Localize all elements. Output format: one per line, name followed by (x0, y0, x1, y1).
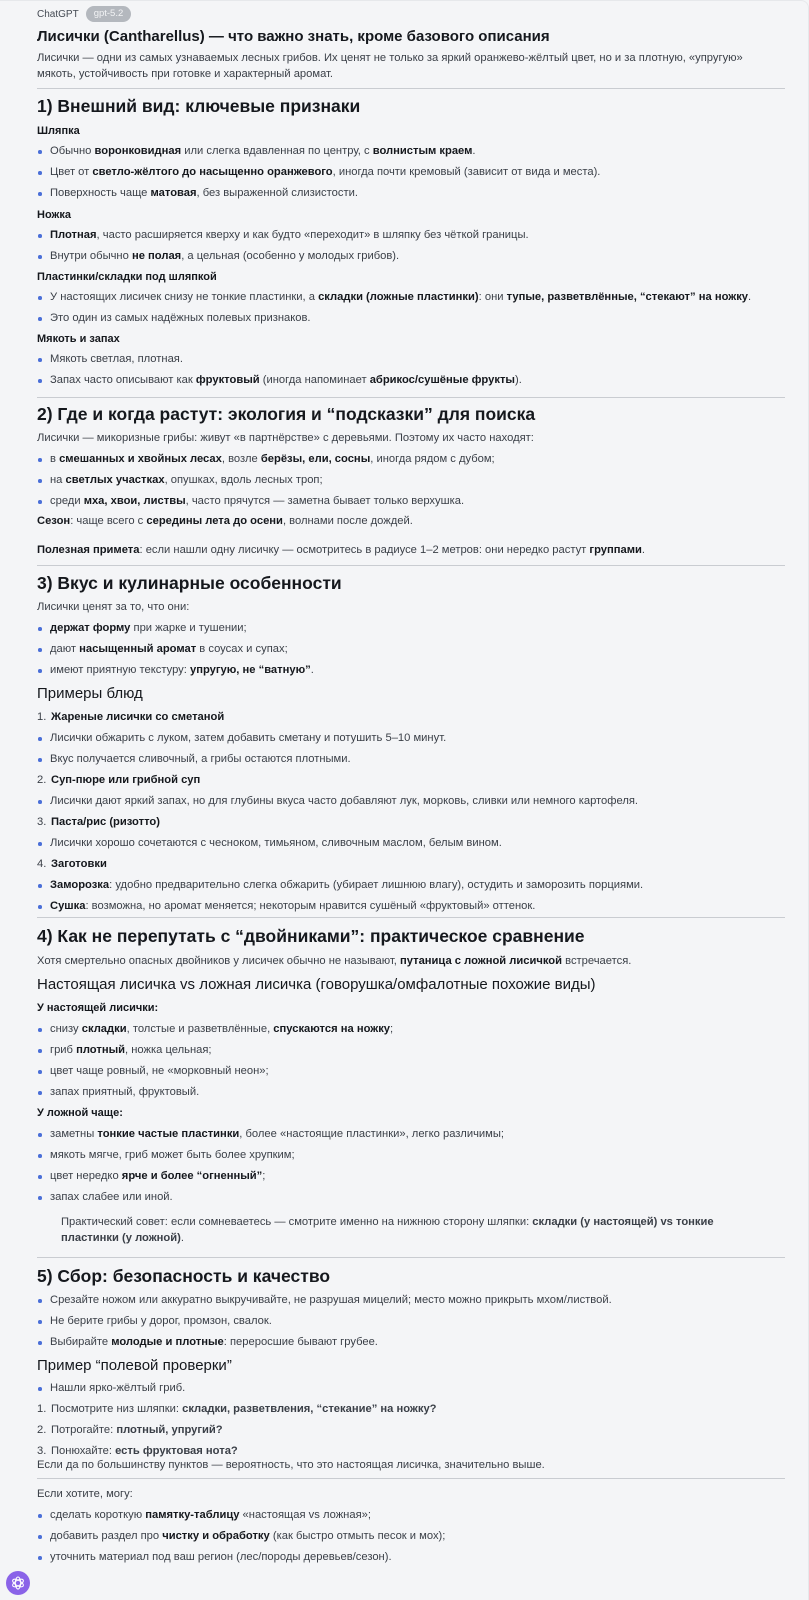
emphasis-text: светло-жёлтого до насыщенно оранжевого (92, 166, 333, 178)
list-item (37, 731, 797, 752)
text-run: , ножка цельная; (125, 1044, 212, 1056)
emphasis-text: Заморозка (50, 879, 110, 891)
list-number: 1. (37, 1403, 47, 1415)
text-run: в (50, 453, 60, 465)
list-item (37, 621, 314, 642)
text-run: запах приятный, фруктовый. (50, 1086, 200, 1098)
emphasis-text: смешанных и хвойных лесах (59, 453, 222, 465)
dish-points (37, 731, 797, 773)
list-number: 4. (37, 858, 47, 870)
text-run: Лисички дают яркий запах, но для глубины вкуса часто добавляют лук, морковь, сливки или немного картофеля. (50, 795, 639, 807)
dish-title (37, 857, 797, 878)
list-item (37, 1148, 504, 1169)
emphasis-text: упругую, не “ватную” (189, 664, 311, 676)
list-item (37, 836, 797, 857)
text-run: Лисички обжарить с луком, затем добавить сметану и потушить 5–10 минут. (50, 732, 447, 744)
text-run: , толстые и разветвлённые, (126, 1023, 274, 1035)
section-4-heading: 4) Как не перепутать с “двойниками”: практическое сравнение (37, 926, 585, 946)
list-item (37, 878, 797, 899)
text-run: Практический совет: если сомневаетесь — смотрите именно на нижнюю сторону шляпки: (61, 1216, 533, 1228)
emphasis-text: Сезон (37, 515, 71, 527)
text-run: , более «настоящие пластинки», легко различимы; (239, 1128, 504, 1140)
text-run: : удобно предварительно слегка обжарить (убирает лишнюю влагу), остудить и заморозить порциями. (109, 879, 644, 891)
divider (37, 88, 785, 89)
openai-logo-icon[interactable] (6, 1571, 30, 1595)
comparison-heading: Настоящая лисичка vs ложная лисичка (говорушка/омфалотные похожие виды) (37, 976, 596, 993)
emphasis-text: тупые, разветвлённые, “стекают” на ножку (506, 291, 749, 303)
field-check-bullet (37, 1381, 185, 1396)
text-run: , возле (221, 453, 261, 465)
openai-logo-glyph (10, 1575, 26, 1591)
list-item (37, 663, 314, 684)
text-run: на (50, 474, 66, 486)
cap-label: Шляпка (37, 125, 80, 137)
list-item (37, 1335, 612, 1356)
list-item (37, 1529, 445, 1550)
emphasis-text: путаница с ложной лисичкой (399, 955, 563, 967)
text-run: Цвет от (50, 166, 93, 178)
divider (37, 917, 785, 918)
emphasis-text: ярче и более “огненный” (121, 1170, 263, 1182)
list-item (37, 1508, 445, 1529)
step-text (51, 1445, 238, 1457)
text-run: в соусах и супах; (196, 643, 288, 655)
list-item (37, 373, 522, 394)
outro-intro (37, 1487, 133, 1503)
field-check-steps (37, 1402, 437, 1465)
divider (37, 1257, 785, 1258)
list-item (37, 1085, 393, 1106)
list-item (37, 1190, 504, 1211)
text-run: «настоящая vs ложная»; (239, 1509, 371, 1521)
taste-intro (37, 600, 189, 616)
section-5-heading: 5) Сбор: безопасность и качество (37, 1266, 331, 1286)
list-item (37, 352, 522, 373)
check-step (37, 1402, 437, 1423)
text-run: заметны (50, 1128, 98, 1140)
dish-name: Жареные лисички со сметаной (51, 711, 225, 723)
false-label: У ложной чаще: (37, 1107, 123, 1119)
emphasis-text: молодые и плотные (111, 1336, 224, 1348)
list-item (37, 228, 529, 249)
emphasis-text: плотный (76, 1044, 126, 1056)
text-run: Лисички ценят за то, что они: (37, 601, 190, 613)
intro-paragraph (37, 51, 777, 82)
emphasis-text: держат форму (50, 622, 131, 634)
text-run: запах слабее или иной. (50, 1191, 173, 1203)
offer-list (37, 1508, 445, 1571)
list-number: 3. (37, 1445, 47, 1457)
dish-title (37, 773, 797, 794)
field-check-heading: Пример “полевой проверки” (37, 1357, 232, 1374)
text-run: Внутри обычно (50, 250, 132, 262)
dish-title (37, 815, 797, 836)
dish-points (37, 878, 797, 920)
text-run: среди (50, 495, 84, 507)
dish-points (37, 836, 797, 857)
flesh-list (37, 352, 522, 394)
text-run: : переросшие бывают грубее. (223, 1336, 378, 1348)
message-header (37, 1, 801, 25)
dish-name: Заготовки (51, 858, 107, 870)
text-run: ). (514, 374, 522, 386)
list-item (37, 494, 495, 515)
text-run: (иногда напоминает (259, 374, 370, 386)
emphasis-text: фруктовый (195, 374, 260, 386)
ecology-intro (37, 431, 534, 447)
step-text (51, 1403, 437, 1415)
emphasis-text: есть фруктовая нота? (115, 1445, 238, 1457)
emphasis-text: абрикос/сушёные фрукты (369, 374, 515, 386)
emphasis-text: воронковидная (94, 145, 182, 157)
text-run: . (310, 664, 314, 676)
folds-list (37, 290, 751, 332)
text-run: Нашли ярко-жёлтый гриб. (50, 1382, 186, 1394)
useful-tip (37, 543, 645, 559)
text-run: Если хотите, могу: (37, 1488, 133, 1500)
emphasis-text: тонкие частые пластинки (97, 1128, 240, 1140)
folds-label: Пластинки/складки под шляпкой (37, 271, 217, 283)
text-run: Если да по большинству пунктов — вероятность, что это настоящая лисичка, значительно выше. (37, 1459, 545, 1471)
list-number: 1. (37, 711, 47, 723)
taste-list (37, 621, 314, 684)
text-run: : они (478, 291, 507, 303)
list-item (37, 642, 314, 663)
list-item (37, 473, 495, 494)
dishes-list (37, 710, 797, 920)
text-run: Запах часто описывают как (50, 374, 196, 386)
habitat-list (37, 452, 495, 515)
message-title: Лисички (Cantharellus) — что важно знать, кроме базового описания (37, 28, 550, 45)
text-run: . (748, 291, 752, 303)
text-run: Понюхайте: (51, 1445, 116, 1457)
text-run: Выбирайте (50, 1336, 112, 1348)
field-check-conclusion (37, 1458, 545, 1474)
text-run: . (472, 145, 476, 157)
dish-name: Паста/рис (ризотто) (51, 816, 160, 828)
list-item (37, 1127, 504, 1148)
emphasis-text: волнистым краем (372, 145, 473, 157)
flesh-label: Мякоть и запах (37, 333, 120, 345)
text-run: при жарке и тушении; (130, 622, 247, 634)
dish-title (37, 710, 797, 731)
practical-advice-quote (37, 1215, 757, 1246)
model-badge[interactable]: gpt-5.2 (86, 6, 132, 22)
stem-label: Ножка (37, 209, 71, 221)
text-run: или слегка вдавленная по центру, с (181, 145, 373, 157)
check-step (37, 1423, 437, 1444)
emphasis-text: матовая (150, 187, 197, 199)
list-number: 2. (37, 1424, 47, 1436)
app-name: ChatGPT (37, 8, 79, 20)
emphasis-text: чистку и обработку (162, 1530, 270, 1542)
emphasis-text: берёзы, ели, сосны (260, 453, 371, 465)
list-item (37, 186, 600, 207)
list-item (37, 794, 797, 815)
text-run: Это один из самых надёжных полевых признаков. (50, 312, 311, 324)
emphasis-text: группами (589, 544, 642, 556)
list-item (37, 165, 600, 186)
text-run: Срезайте ножом или аккуратно выкручивайте, не разрушая мицелий; место можно прикрыть мхом/листвой. (50, 1294, 612, 1306)
harvest-list (37, 1293, 612, 1356)
emphasis-text: середины лета до осени (146, 515, 283, 527)
text-run: , часто прячутся — заметна бывает только верхушка. (185, 495, 465, 507)
text-run: , а цельная (особенно у молодых грибов). (181, 250, 400, 262)
season-note (37, 514, 413, 530)
cap-list (37, 144, 600, 207)
emphasis-text: складки (81, 1023, 127, 1035)
emphasis-text: Полезная примета (37, 544, 140, 556)
list-item (37, 1381, 185, 1396)
real-label: У настоящей лисички: (37, 1002, 159, 1014)
text-run: , иногда рядом с дубом; (370, 453, 495, 465)
list-item (37, 452, 495, 473)
list-item (37, 1064, 393, 1085)
text-run: цвет нередко (50, 1170, 122, 1182)
text-run: ; (390, 1023, 394, 1035)
text-run: мякоть мягче, гриб может быть более хрупким; (50, 1149, 295, 1161)
list-item (37, 249, 529, 270)
list-item (37, 1043, 393, 1064)
text-run: Лисички хорошо сочетаются с чесноком, тимьяном, сливочным маслом, белым вином. (50, 837, 502, 849)
false-chanterelle-list (37, 1127, 504, 1211)
text-run: встречается. (562, 955, 632, 967)
divider (37, 397, 785, 398)
emphasis-text: складки (ложные пластинки) (318, 291, 479, 303)
text-run: Лисички — одни из самых узнаваемых лесных грибов. Их ценят не только за яркий оранжево-жёлтый цвет, но и за плотную, «упругую» мякоть, устойчивость при готовке и характерный аромат. (37, 52, 743, 80)
emphasis-text: спускаются на ножку (273, 1023, 391, 1035)
divider (37, 1478, 785, 1479)
text-run: цвет чаще ровный, не «морковный неон»; (50, 1065, 269, 1077)
emphasis-text: складки (у настоящей) vs тонкие пластинки (у ложной) (61, 1216, 714, 1244)
list-number: 3. (37, 816, 47, 828)
dish-points (37, 794, 797, 815)
list-item (37, 752, 797, 773)
emphasis-text: памятку-таблицу (145, 1509, 240, 1521)
text-run: : если нашли одну лисичку — осмотритесь в радиусе 1–2 метров: они нередко растут (139, 544, 590, 556)
lookalike-intro (37, 954, 631, 970)
dishes-heading: Примеры блюд (37, 685, 143, 702)
list-item (37, 1022, 393, 1043)
text-run: Вкус получается сливочный, а грибы остаются плотными. (50, 753, 351, 765)
text-run: гриб (50, 1044, 77, 1056)
text-run: дают (50, 643, 80, 655)
section-3-heading: 3) Вкус и кулинарные особенности (37, 573, 342, 593)
text-run: ; (262, 1170, 266, 1182)
section-1-heading: 1) Внешний вид: ключевые признаки (37, 96, 361, 116)
step-text (51, 1424, 223, 1436)
emphasis-text: насыщенный аромат (79, 643, 197, 655)
text-run: добавить раздел про (50, 1530, 163, 1542)
text-run: Посмотрите низ шляпки: (51, 1403, 183, 1415)
text-run: Хотя смертельно опасных двойников у лисичек обычно не называют, (37, 955, 400, 967)
emphasis-text: складки, разветвления, “стекание” на ножку? (182, 1403, 437, 1415)
list-item (37, 1169, 504, 1190)
text-run: , волнами после дождей. (282, 515, 413, 527)
emphasis-text: плотный, упругий? (116, 1424, 223, 1436)
list-item (37, 1293, 612, 1314)
list-item (37, 290, 751, 311)
list-item (37, 1314, 612, 1335)
list-item (37, 144, 600, 165)
text-run: У настоящих лисичек снизу не тонкие пластинки, а (50, 291, 319, 303)
emphasis-text: светлых участках (65, 474, 165, 486)
text-run: снизу (50, 1023, 82, 1035)
emphasis-text: не полая (131, 250, 182, 262)
text-run: имеют приятную текстуру: (50, 664, 190, 676)
dish-name: Суп-пюре или грибной суп (51, 774, 201, 786)
divider (37, 565, 785, 566)
stem-list (37, 228, 529, 270)
emphasis-text: Сушка (50, 900, 86, 912)
emphasis-text: Плотная (50, 229, 97, 241)
text-run: , без выраженной слизистости. (196, 187, 358, 199)
text-run: Потрогайте: (51, 1424, 117, 1436)
text-run: , опушках, вдоль лесных троп; (164, 474, 323, 486)
text-run: сделать короткую (50, 1509, 146, 1521)
text-run: Лисички — микоризные грибы: живут «в партнёрстве» с деревьями. Поэтому их часто находят: (37, 432, 534, 444)
list-item (37, 1550, 445, 1571)
list-item (37, 311, 751, 332)
assistant-message (37, 1, 801, 1563)
text-run: (как быстро отмыть песок и мох); (269, 1530, 446, 1542)
text-run: Поверхность чаще (50, 187, 151, 199)
text-run: . (180, 1231, 184, 1244)
section-2-heading: 2) Где и когда растут: экология и “подсказки” для поиска (37, 404, 536, 424)
text-run: уточнить материал под ваш регион (лес/породы деревьев/сезон). (50, 1551, 392, 1563)
real-chanterelle-list (37, 1022, 393, 1106)
text-run: : возможна, но аромат меняется; некоторым нравится сушёный «фруктовый» оттенок. (85, 900, 536, 912)
text-run: Обычно (50, 145, 95, 157)
text-run: Мякоть светлая, плотная. (50, 353, 183, 365)
text-run: , часто расширяется кверху и как будто «переходит» в шляпку без чёткой границы. (96, 229, 529, 241)
text-run: Не берите грибы у дорог, промзон, свалок. (50, 1315, 272, 1327)
text-run: , иногда почти кремовый (зависит от вида и места). (332, 166, 601, 178)
text-run: . (641, 544, 645, 556)
text-run: : чаще всего с (70, 515, 147, 527)
list-number: 2. (37, 774, 47, 786)
emphasis-text: мха, хвои, листвы (83, 495, 186, 507)
